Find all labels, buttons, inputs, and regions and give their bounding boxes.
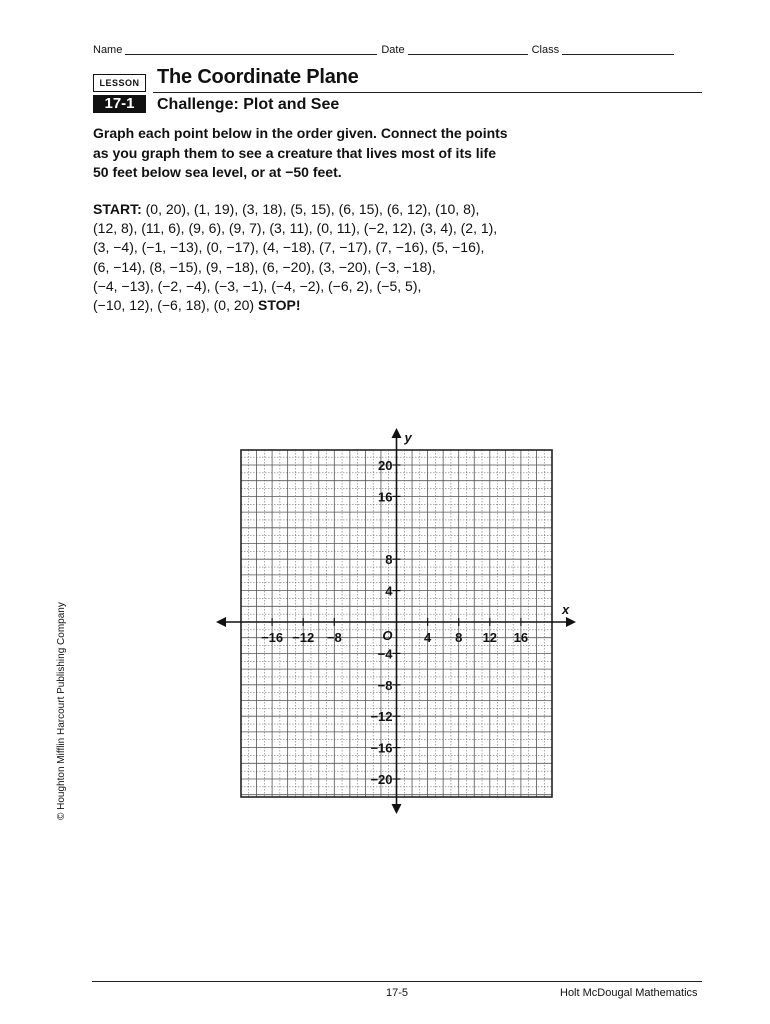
instructions-line: 50 feet below sea level, or at −50 feet. — [93, 164, 342, 180]
x-tick-label: 4 — [423, 630, 432, 645]
points-line: (−10, 12), (−6, 18), (0, 20) STOP! — [93, 297, 301, 314]
y-tick-label: −16 — [370, 740, 393, 756]
footer-divider — [92, 981, 702, 982]
x-tick-label: 12 — [482, 630, 498, 645]
axes — [216, 428, 576, 814]
page-number: 17-5 — [386, 987, 409, 999]
points-line: (6, −14), (8, −15), (9, −18), (6, −20), (3, −20), (−3, −18), — [93, 258, 436, 275]
stop-label: STOP! — [257, 297, 301, 314]
name-blank[interactable] — [125, 44, 377, 55]
y-tick-label: −8 — [377, 677, 393, 693]
copyright-notice: © Houghton Mifflin Harcourt Publishing Company — [56, 602, 67, 820]
instructions — [93, 124, 573, 183]
x-tick-label: −8 — [326, 630, 342, 645]
lesson-label: LESSON — [93, 74, 146, 92]
y-tick-label: 16 — [378, 489, 393, 505]
start-label: START: — [93, 201, 142, 217]
origin-label: O — [382, 628, 393, 643]
x-tick-label: −12 — [292, 630, 315, 645]
header-fields — [93, 44, 698, 56]
x-axis-arrow-left — [216, 617, 226, 627]
y-axis-arrow-down — [392, 804, 402, 814]
name-label: Name — [93, 44, 123, 56]
x-axis-arrow-right — [566, 617, 576, 627]
y-tick-label: 8 — [385, 552, 393, 568]
y-tick-label: −20 — [370, 772, 393, 787]
points-line: (3, −4), (−1, −13), (0, −17), (4, −18), (7, −17), (7, −16), (5, −16), — [93, 239, 485, 256]
title-divider — [153, 92, 702, 93]
coordinate-plane[interactable] — [210, 420, 585, 820]
points-line: START: (0, 20), (1, 19), (3, 18), (5, 15), (6, 15), (6, 12), (10, 8), — [93, 201, 480, 217]
y-tick-label: 4 — [385, 583, 393, 599]
y-tick-label: −12 — [370, 709, 393, 725]
tick-labels — [261, 430, 570, 787]
date-blank[interactable] — [408, 44, 528, 55]
x-tick-label: 8 — [455, 630, 463, 645]
page-title: The Coordinate Plane — [157, 66, 359, 88]
date-label: Date — [381, 44, 405, 56]
points-list — [93, 200, 653, 315]
x-axis-label: x — [562, 602, 570, 617]
lesson-badge — [93, 74, 146, 114]
class-label: Class — [531, 44, 560, 56]
y-axis-label: y — [404, 430, 412, 445]
points-line: (12, 8), (11, 6), (9, 6), (9, 7), (3, 11), (0, 11), (−2, 12), (3, 4), (2, 1), — [93, 220, 498, 237]
x-tick-label: −16 — [261, 630, 284, 645]
class-blank[interactable] — [562, 44, 674, 55]
instructions-line: as you graph them to see a creature that lives most of its life — [93, 144, 497, 161]
instructions-line: Graph each point below in the order given. Connect the points — [93, 125, 508, 141]
points-line: (−4, −13), (−2, −4), (−3, −1), (−4, −2), (−6, 2), (−5, 5), — [93, 277, 422, 294]
page-subtitle: Challenge: Plot and See — [157, 96, 340, 113]
y-tick-label: −4 — [377, 646, 393, 662]
lesson-number: 17-1 — [93, 95, 146, 113]
x-tick-label: 16 — [513, 630, 529, 645]
publisher-name: Holt McDougal Mathematics — [560, 987, 698, 999]
y-axis-arrow-up — [392, 428, 402, 438]
y-tick-label: 20 — [378, 458, 393, 473]
